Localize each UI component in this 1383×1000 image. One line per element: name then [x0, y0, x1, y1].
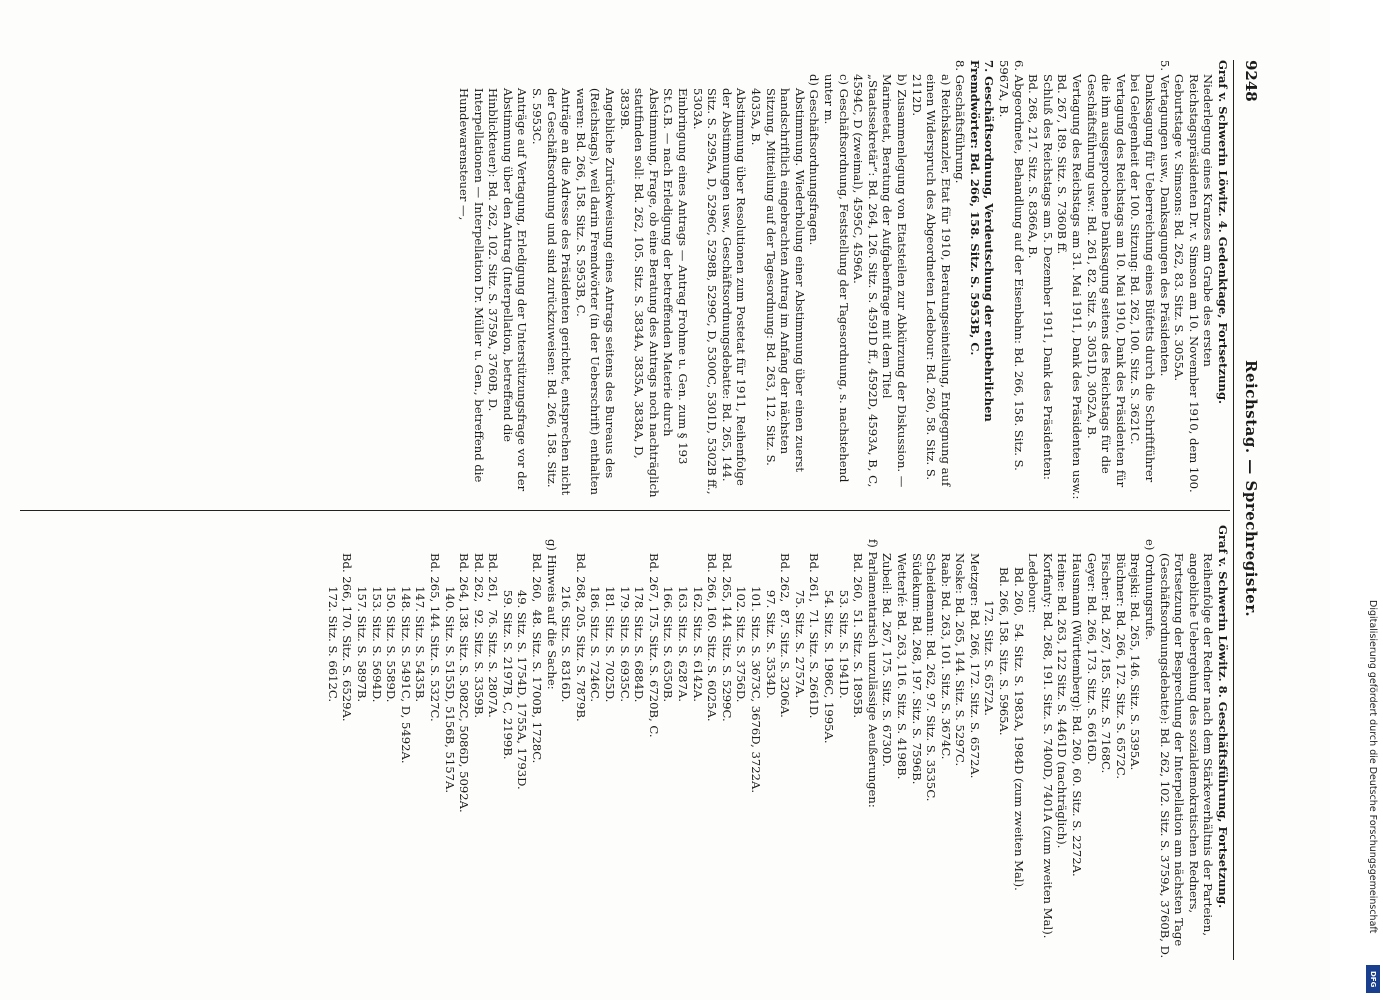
- index-entry: Scheidemann: Bd. 262, 97. Sitz. S. 3535C.: [924, 553, 939, 802]
- page-header: [1238, 60, 1260, 960]
- index-entry: Bd. 260, 48. Sitz. S. 1700B, 1728C.: [530, 553, 545, 764]
- index-entry: Ledebour:: [1026, 553, 1041, 614]
- index-entry: Fischer: Bd. 267, 185. Sitz. S. 7168C.: [1099, 553, 1114, 774]
- index-entry: Bd. 262, 87. Sitz. S. 3206A.: [778, 553, 793, 718]
- left-column: [457, 60, 1230, 500]
- right-column: [325, 525, 1230, 965]
- header-rule: [1233, 60, 1234, 960]
- index-entry: Bd. 261, 76. Sitz. S. 2807A.: [486, 553, 501, 718]
- index-entry: Wetterlé: Bd. 263, 116. Sitz. S. 4198B.: [894, 553, 909, 780]
- index-entry: Graf v. Schwerin Löwitz. 8. Geschäftsführung, Fortsetzung.: [1216, 525, 1230, 909]
- credit-text: Digitalisierung gefördert durch die Deutsche Forschungsgemeinschaft: [1367, 600, 1378, 934]
- index-entry: Raab: Bd. 263, 101. Sitz. S. 3674C.: [938, 553, 953, 760]
- index-entry: Einbringung eines Antrags — Antrag Frohme u. Gen. zum § 193 St.G.B. — nach Erledigung der betreffenden Materie durch Abstimmung, Frage, ob eine Beratung des Antrags noch nachträglich stattfinden soll: Bd. 262, 105. Sitz. S. 3834A, 3835A, 3838A, D, 3839B.: [617, 88, 691, 498]
- index-entry: d) Geschäftsordnungsfragen.: [807, 74, 822, 246]
- column-divider: [20, 510, 1230, 511]
- index-entry: Brejski: Bd. 265, 146. Sitz. S. 5395A.: [1128, 553, 1143, 771]
- index-entry: Abstimmung über Resolutionen zum Postetat für 1911, Reihenfolge der Abstimmungen usw., Geschäftsordnungsdebatte: Bd. 265, 144. Sitz. S. 5295A, D, 5296C, 5298B, 5299C, D, 5300C, 5301D, 5302B ff., 5303A.: [690, 88, 749, 495]
- index-entry: Korfanty: Bd. 268, 191. Sitz. S. 7400D, 7401A (zum zweiten Mal).: [1040, 553, 1055, 939]
- index-entry: Bd. 262, 92. Sitz. S. 3359B.: [471, 553, 486, 719]
- index-entry: Südekum: Bd. 268, 197. Sitz. S. 7596B.: [909, 553, 924, 785]
- index-entry: 157. Sitz. S. 5897B.: [354, 553, 369, 703]
- index-entry: Vertagung des Reichstags am 31. Mai 1911, Dank des Präsidenten usw.: Bd. 267, 189. Sitz. S. 7360B ff.: [1055, 74, 1085, 500]
- index-entry: Anträge an die Adresse des Präsidenten gerichtet, entsprechen nicht der Geschäftsordnung und sind zurückzuweisen: Bd. 266, 158. Sitz. S. 5953C.: [530, 88, 574, 496]
- index-entry: 153. Sitz. S. 5694D.: [369, 553, 384, 703]
- index-entry: Schluß des Reichstags am 5. Dezember 1911, Dank des Präsidenten: Bd. 268, 217. Sitz. S. 8366A, B.: [1026, 74, 1055, 480]
- index-entry: 49. Sitz. S. 1754D, 1755A, 1793D.: [515, 553, 530, 790]
- index-entry: 181. Sitz. S. 7025D.: [603, 553, 618, 703]
- index-entry: Bd. 267, 175. Sitz. S. 6720B, C.: [646, 553, 661, 738]
- index-entry: 179. Sitz. S. 6935C.: [617, 553, 632, 703]
- logo-text: DFG: [1369, 970, 1377, 988]
- index-entry: Bd. 268, 205. Sitz. S. 7879B.: [573, 553, 588, 722]
- index-entry: 5. Vertagungen usw., Danksagungen des Präsidenten.: [1157, 60, 1172, 377]
- index-entry: Metzger: Bd. 266, 172. Sitz. S. 6572A.: [967, 553, 982, 779]
- index-entry: 59. Sitz. S. 2197B, C, 2199B.: [500, 553, 515, 760]
- index-entry: 216. Sitz. S. 8316D.: [559, 553, 574, 703]
- index-entry: Graf v. Schwerin Löwitz. 4. Gedenktage, Fortsetzung.: [1216, 60, 1230, 405]
- index-entry: Heine: Bd. 263, 122 Sitz. S. 4461D (nachträglich).: [1055, 553, 1070, 849]
- index-entry: 6. Abgeordnete, Behandlung auf der Eisenbahn: Bd. 266, 158. Sitz. S. 5967A, B.: [997, 60, 1026, 471]
- index-entry: 147. Sitz. S. 5435B.: [413, 553, 428, 703]
- index-entry: Niederlegung eines Kranzes am Grabe des ersten Reichstagspräsidenten Dr. v. Simson am 10. November 1910, dem 100. Geburtstage v. Simsons: Bd. 262, 83. Sitz. S. 3055A.: [1172, 74, 1216, 493]
- index-entry: 140. Sitz. S. 5155D, 5156B, 5157A.: [442, 553, 457, 794]
- index-entry: 102. Sitz. S. 3756D.: [734, 553, 749, 703]
- index-entry: Angebliche Zurückweisung eines Antrags seitens des Bureaus des (Reichstags), weil darin Fremdwörter (in der Ueberschrift) enthalten waren: Bd. 266, 158. Sitz. S. 5953B, C.: [573, 88, 618, 495]
- index-entry: 172. Sitz. S. 6572A.: [982, 567, 997, 716]
- index-entry: Bd. 265, 144. Sitz. S. 5299C.: [719, 553, 734, 722]
- index-entry: e) Ordnungsrufe.: [1143, 539, 1158, 641]
- index-entry: 150. Sitz. S. 5589D.: [384, 553, 399, 703]
- index-entry: Reihenfolge der Redner nach dem Stärkeverhältnis der Parteien, angebliche Uebergehung des sozialdemokratischen Redners, Fortsetzung der Besprechung der Interpellation am nächsten Tage (Geschäftsordnungsdebatte): Bd. 262, 102. Sitz. S. 3759A, 3760B, D.: [1157, 553, 1216, 959]
- index-entry: 101. Sitz. S. 3673C, 3676D, 3722A.: [749, 553, 763, 794]
- digitization-credit: [1366, 600, 1380, 995]
- index-entry: Noske: Bd. 265, 144. Sitz. S. 5297C.: [953, 553, 968, 767]
- index-entry: Bd. 264, 138. Sitz. S. 5082C, 5086D, 5092A.: [457, 553, 472, 813]
- index-entry: 8. Geschäftsführung.: [953, 60, 968, 184]
- index-entry: 7. Geschäftsordnung, Verdeutschung der entbehrlichen Fremdwörter: Bd. 266, 158. Sitz. S. 5953B, C.: [967, 60, 997, 422]
- index-entry: Vertagung des Reichstags am 10. Mai 1910, Dank des Präsidenten für die ihm ausgesprochene Danksagung seitens des Reichstags für die Geschäftsführung usw.: Bd. 261, 82. Sitz. S. 3051D, 3052A, B.: [1084, 74, 1128, 488]
- index-entry: g) Hinweis auf die Sache:: [544, 539, 559, 690]
- index-entry: Anträge auf Vertagung, Erledigung der Unterstützungsfrage vor der Abstimmung über den Antrag (Interpellation, betreffend die Hinblickteuer): Bd. 262, 102. Sitz. S. 3759A, 3760B, D.: [486, 88, 530, 492]
- index-entry: 166. Sitz. S. 6350B.: [661, 553, 676, 703]
- index-entry: b) Zusammenlegung von Etatsteilen zur Abkürzung der Diskussion. — Marineetat, Beratung der Aufgabenfrage mit dem Titel „Staatssekretär“: Bd. 264, 126. Sitz. S. 4591D ff., 4592D, 4593A, B, C, 4594C, D (zweimal), 4595C, 4596A.: [851, 74, 909, 488]
- index-entry: Zubeil: Bd. 267, 175. Sitz. S. 6730D.: [880, 553, 895, 767]
- index-entry: Hausmann (Württemberg): Bd. 260, 60. Sitz. S. 2272A.: [1070, 553, 1085, 877]
- index-entry: 186. Sitz. S. 7246C.: [588, 553, 603, 703]
- index-entry: 162. Sitz. S. 6142A.: [690, 553, 705, 702]
- running-title: Reichstag. — Sprechregister.: [1242, 360, 1260, 618]
- index-entry: 163. Sitz. S. 6287A.: [676, 553, 691, 702]
- index-entry: c) Geschäftsordnung, Feststellung der Tagesordnung, s. nachstehend unter m.: [821, 74, 851, 483]
- index-entry: 148. Sitz. S. 5491C, D, 5492A.: [398, 553, 413, 764]
- index-entry: Abstimmung. Wiederholung einer Abstimmung über einen zuerst handschriftlich eingebrachten Antrag im Anfang der nächsten Sitzung, Mitteilung auf der Tagesordnung: Bd. 263, 112. Sitz. S. 4035A, B.: [749, 88, 807, 473]
- index-entry: 97. Sitz. S. 3534D.: [763, 553, 778, 699]
- index-entry: Bd. 261, 71. Sitz. S. 2661D.: [807, 553, 822, 719]
- index-entry: 178. Sitz. S. 6884D.: [632, 553, 647, 703]
- index-entry: 53. Sitz. S. 1941D.: [836, 553, 851, 699]
- index-entry: Geyer: Bd. 266, 173. Sitz. S. 6616D.: [1084, 553, 1099, 765]
- index-entry: Bd. 265, 144. Sitz. S. 5327C.: [427, 553, 442, 722]
- index-entry: Bd. 260, 54. Sitz. S. 1983A, 1984D (zum zweiten Mal).: [1011, 567, 1026, 891]
- index-entry: 75. Sitz. S. 2757A.: [792, 553, 807, 699]
- page-number: 9248: [1242, 60, 1260, 102]
- dfg-logo: [1366, 965, 1380, 993]
- index-entry: 54. Sitz. S. 1986C, 1995A.: [821, 553, 836, 744]
- index-entry: Bd. 266, 158. Sitz. S. 5965A.: [997, 567, 1012, 736]
- index-entry: Interpellationen — Interpellation Dr. Müller u. Gen., betreffend die Hundewarensteuer —,: [457, 88, 486, 483]
- index-entry: Bd. 266, 160. Sitz. S. 6025A.: [705, 553, 720, 722]
- index-entry: 172. Sitz. S. 6612C.: [325, 553, 340, 703]
- index-entry: f) Parlamentarisch unzulässige Aeußerungen:: [865, 539, 880, 808]
- index-entry: a) Reichskanzler, Etat für 1910, Beratungseinteilung, Entgegnung auf einen Widerspruch des Abgeordneten Ledebour: Bd. 260, 58. Sitz. S. 2112D.: [909, 74, 953, 487]
- index-entry: Bd. 260, 51. Sitz. S. 1895B.: [851, 553, 866, 719]
- index-entry: Bd. 266, 170. Sitz. S. 6529A.: [340, 553, 355, 722]
- index-entry: Danksagung für Ueberreichung eines Büfetts durch die Schriftführer bei Gelegenheit der 100. Sitzung: Bd. 262, 100. Sitz. S. 3621C.: [1128, 74, 1158, 483]
- index-entry: Büchner: Bd. 266, 172. Sitz. S. 6572C.: [1113, 553, 1128, 780]
